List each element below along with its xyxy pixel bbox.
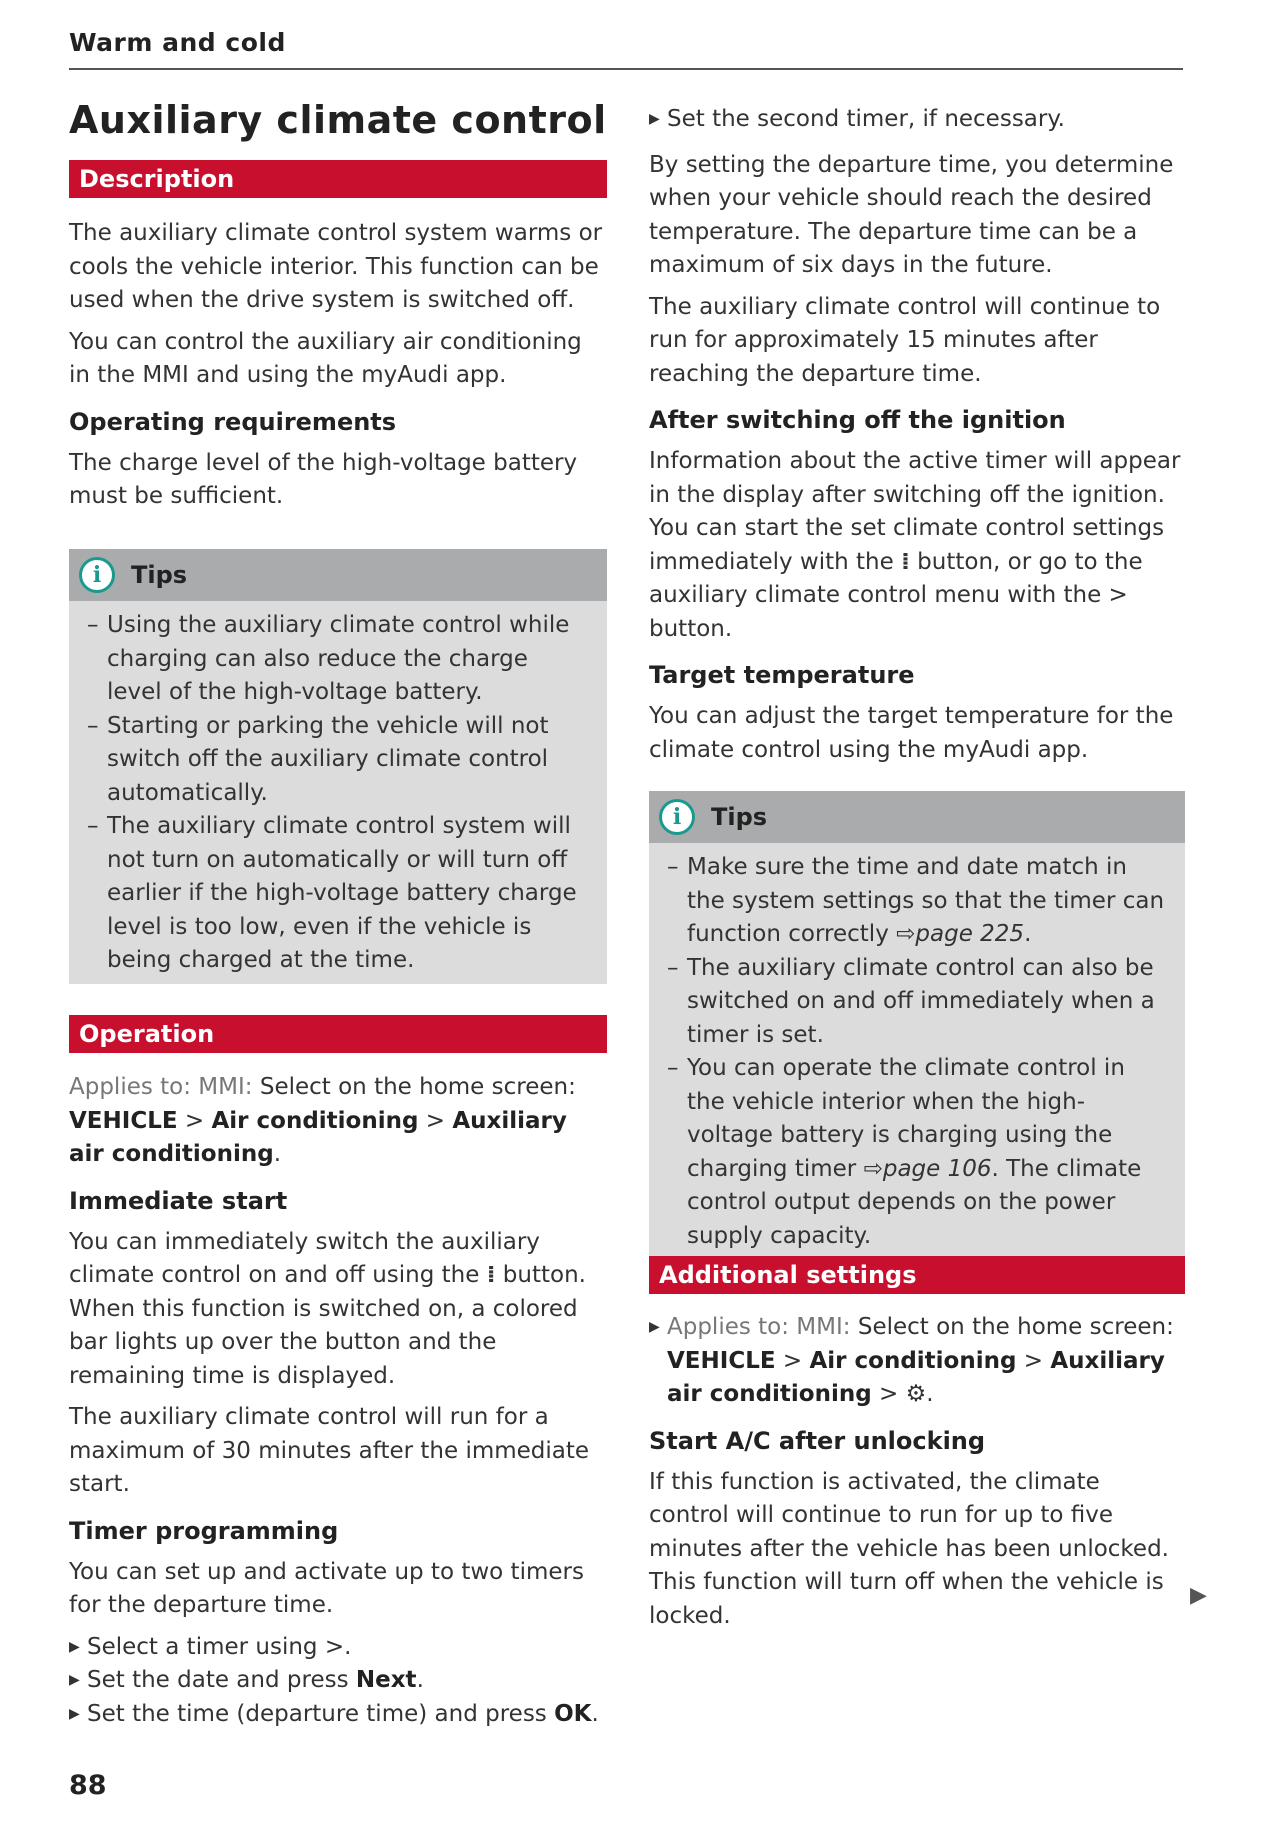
- list-item: – The auxiliary climate control system will not turn on automatically or will turn off earlier if the high-voltage battery charge level is too low, even if the vehicle is being charged at the time.: [87, 813, 577, 973]
- running-head: Warm and cold: [69, 28, 286, 57]
- page-title: Auxiliary climate control: [69, 98, 607, 142]
- tips-header: [649, 791, 1185, 843]
- additional-block: [649, 1311, 1185, 1633]
- start-ac-heading: Start A/C after unlocking: [649, 1426, 986, 1455]
- page-number: 88: [69, 1770, 107, 1801]
- target-temperature-heading: Target temperature: [649, 661, 915, 689]
- timer-programming-paragraph: You can set up and activate up to two timers for the departure time.: [69, 1558, 584, 1618]
- tips-title: Tips: [711, 803, 768, 831]
- continue-arrow-icon: ▶: [1190, 1583, 1207, 1608]
- info-icon: i: [79, 557, 115, 593]
- tips-header: [69, 549, 607, 601]
- right-block-top: [649, 103, 1185, 767]
- info-icon: i: [659, 799, 695, 835]
- tips-title: Tips: [131, 561, 188, 589]
- climate-button-icon: ⁞: [486, 1262, 496, 1288]
- immediate-start-paragraph-2: The auxiliary climate control will run for a maximum of 30 minutes after the immediate start.: [69, 1404, 590, 1497]
- after-ignition-heading: After switching off the ignition: [649, 406, 1066, 434]
- departure-paragraph: By setting the departure time, you determine when your vehicle should reach the desired temperature. The departure time can be a maximum of six days in the future.: [649, 151, 1174, 278]
- list-item: ▶ Select a timer using >.: [69, 1633, 352, 1660]
- immediate-start-paragraph-1: You can immediately switch the auxiliary climate control on and off using the ⁞ button. When this function is switched on, a colored bar lights up over the button and the remaining time is displayed.: [69, 1228, 586, 1389]
- tips-box-2: [649, 791, 1185, 1259]
- list-item: ▶ Set the date and press Next.: [69, 1667, 424, 1693]
- list-item: ▶ Set the time (departure time) and press OK.: [69, 1700, 599, 1727]
- continue-paragraph: The auxiliary climate control will continue to run for approximately 15 minutes after reaching the departure time.: [649, 293, 1161, 387]
- climate-button-icon: ⁞: [901, 548, 910, 575]
- list-item: – You can operate the climate control in the vehicle interior when the high-voltage battery is charging using the charging timer ⇨page 106. The climate control output depends on the power supply capacity.: [667, 1055, 1142, 1249]
- page-reference-arrow-icon: ⇨: [863, 1155, 883, 1182]
- additional-applies-to: ▶ Applies to: MMI: Select on the home screen: VEHICLE > Air conditioning > Auxiliary air conditioning > ⚙.: [649, 1314, 1174, 1407]
- operation-block: [69, 1071, 607, 1731]
- list-item: – Starting or parking the vehicle will not switch off the auxiliary climate control automatically.: [87, 712, 549, 806]
- tips-list: [69, 601, 607, 984]
- immediate-start-heading: Immediate start: [69, 1186, 288, 1215]
- page-reference-link[interactable]: page 106: [882, 1155, 992, 1182]
- tips-list: [649, 843, 1185, 1259]
- description-block: [69, 217, 607, 514]
- header-rule: [69, 68, 1183, 70]
- section-heading-operation: Operation: [69, 1015, 607, 1053]
- list-item: ▶ Set the second timer, if necessary.: [649, 106, 1065, 132]
- timer-programming-heading: Timer programming: [69, 1516, 339, 1545]
- after-ignition-paragraph: Information about the active timer will appear in the display after switching off the ignition. You can start the set climate control settings immediately with the ⁞ button, or go to the auxiliary climate control menu with the > button.: [649, 448, 1181, 642]
- settings-gear-icon: ⚙: [905, 1381, 927, 1407]
- operating-requirements-heading: Operating requirements: [69, 407, 397, 436]
- start-ac-paragraph: If this function is activated, the climate control will continue to run for up to five minutes after the vehicle has been unlocked. This function will turn off when the vehicle is locked.: [649, 1468, 1169, 1629]
- section-heading-description: Description: [69, 160, 607, 198]
- operation-applies-to: Applies to: MMI: Select on the home screen: VEHICLE > Air conditioning > Auxiliary air conditioning.: [69, 1074, 576, 1167]
- tips-box-1: [69, 549, 607, 984]
- timer-steps: [69, 1631, 607, 1732]
- operating-requirements-text: The charge level of the high-voltage battery must be sufficient.: [69, 449, 578, 509]
- page-reference-link[interactable]: page 225: [915, 921, 1025, 947]
- list-item: – Make sure the time and date match in the system settings so that the timer can function correctly ⇨page 225.: [667, 854, 1165, 947]
- target-temperature-paragraph: You can adjust the target temperature for the climate control using the myAudi app.: [649, 703, 1174, 763]
- page-reference-arrow-icon: ⇨: [896, 921, 916, 947]
- description-paragraph-1: The auxiliary climate control system warms or cools the vehicle interior. This function can be used when the drive system is switched off.: [69, 220, 603, 313]
- list-item: – Using the auxiliary climate control while charging can also reduce the charge level of the high-voltage battery.: [87, 612, 570, 705]
- list-item: – The auxiliary climate control can also be switched on and off immediately when a timer is set.: [667, 954, 1155, 1048]
- section-heading-additional-settings: Additional settings: [649, 1256, 1185, 1294]
- description-paragraph-2: You can control the auxiliary air conditioning in the MMI and using the myAudi app.: [69, 328, 582, 388]
